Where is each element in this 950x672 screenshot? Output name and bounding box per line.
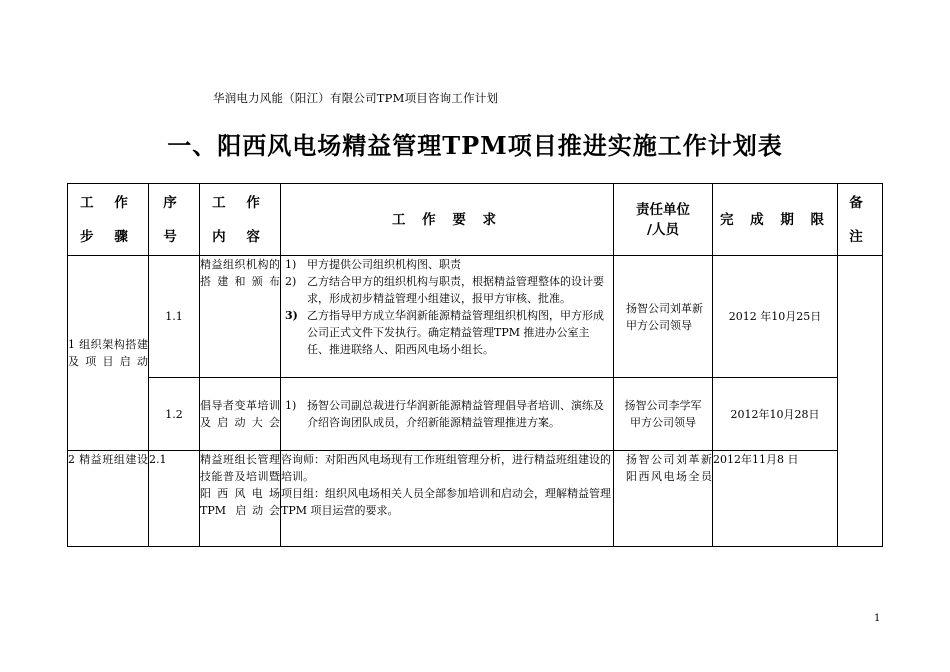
header-deadline [713, 184, 838, 256]
requirement-item: 1) 甲方提供公司组织机构图、职责 [285, 258, 461, 271]
header-content-line2: 内 容 [212, 228, 268, 245]
requirement-item: 3) 乙方指导甲方成立华润新能源精益管理组织机构图，甲方形成公司正式文件下发执行。确定精益管理TPM 推进办公室主任、推进联络人、阳西风电场小组长。 [285, 309, 604, 356]
requirement-item: 2) 乙方结合甲方的组织机构与职责，根据精益管理整体的设计要求，形成初步精益管理小组建议，报甲方审核、批准。 [285, 275, 604, 305]
owner-cell [614, 451, 713, 547]
header-remarks-line2: 注 [849, 228, 871, 245]
requirements-cell [281, 256, 614, 378]
header-content-line1: 工 作 [212, 194, 268, 211]
deadline-cell: 2012 年10月25日 [713, 256, 838, 378]
table-row [68, 451, 883, 547]
content-cell: 倡导者变革培训及启动大会 [200, 378, 281, 451]
page-number: 1 [874, 613, 881, 624]
header-work-content [200, 184, 281, 256]
requirements-list [281, 256, 613, 358]
seq-cell: 1.2 [149, 378, 200, 451]
step-cell: 2 精益班组建设 [68, 451, 149, 547]
header-deadline-label: 完 成 期 限 [719, 211, 831, 228]
header-remarks [838, 184, 883, 256]
requirements-list [281, 397, 613, 431]
header-seq-line2: 号 [163, 228, 185, 245]
header-work-step [68, 184, 149, 256]
requirement-item: 项目组：组织风电场相关人员全部参加培训和启动会，理解精益管理TPM 项目运营的要求。 [281, 487, 611, 517]
requirement-item: 咨询师：对阳西风电场现有工作班组管理分析，进行精益班组建设的培训。 [281, 453, 611, 483]
owner-line2: 阳西风电场全员 [626, 470, 712, 483]
requirements-cell [281, 378, 614, 451]
header-owner-line2: /人员 [647, 221, 679, 238]
owner-cell [614, 378, 713, 451]
header-owner-line1: 责任单位 [636, 201, 690, 218]
table-row [68, 256, 883, 378]
header-requirements [281, 184, 614, 256]
content-cell: 精益班组长管理技能普及培训暨阳西风电场TPM 启动会 [200, 451, 281, 547]
requirement-item: 1) 扬智公司副总裁进行华润新能源精益管理倡导者培训、演练及介绍咨询团队成员，介绍新能源精益管理推进方案。 [285, 399, 604, 429]
requirements-cell [281, 451, 614, 547]
header-remarks-line1: 备 [849, 194, 871, 211]
seq-cell: 2.1 [149, 451, 200, 547]
header-owner [614, 184, 713, 256]
remarks-cell [838, 256, 883, 547]
work-plan-table [67, 183, 883, 547]
header-requirements-label: 工 作 要 求 [391, 211, 503, 228]
deadline-cell: 2012年10月28日 [713, 378, 838, 451]
table-row [68, 378, 883, 451]
step-cell: 1 组织架构搭建及项目启动 [68, 256, 149, 451]
owner-cell [614, 256, 713, 378]
owner-line2: 甲方公司领导 [626, 318, 692, 332]
seq-cell: 1.1 [149, 256, 200, 378]
owner-line2: 甲方公司领导 [630, 416, 696, 429]
deadline-cell: 2012年11月8 日 [713, 451, 838, 547]
content-cell: 精益组织机构的搭建和颁布 [200, 256, 281, 378]
owner-line1: 扬智公司刘革新 [626, 301, 703, 315]
table-header-row [68, 184, 883, 256]
owner-line1: 扬智公司李学军 [624, 399, 702, 412]
page-title: 一、阳西风电场精益管理TPM项目推进实施工作计划表 [167, 131, 783, 160]
header-step-line2: 步 骤 [80, 228, 136, 245]
document-header: 华润电力风能（阳江）有限公司TPM项目咨询工作计划 [213, 91, 499, 105]
header-seq [149, 184, 200, 256]
header-seq-line1: 序 [163, 194, 185, 211]
header-step-line1: 工 作 [80, 194, 136, 211]
owner-line1: 扬智公司刘革新 [626, 453, 712, 466]
